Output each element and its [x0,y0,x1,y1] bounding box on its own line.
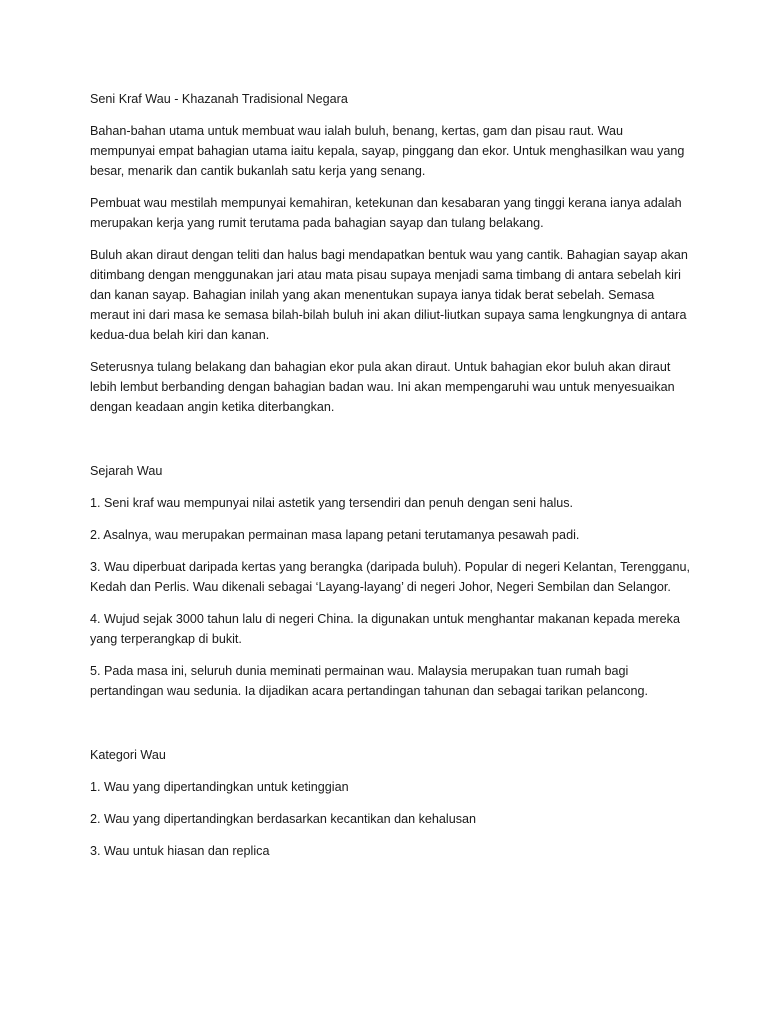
category-item-1: 1. Wau yang dipertandingkan untuk ketinggian [90,780,349,794]
history-item-1: 1. Seni kraf wau mempunyai nilai astetik yang tersendiri dan penuh dengan seni halus. [90,496,574,510]
category-heading: Kategori Wau [90,748,166,762]
category-item-2: 2. Wau yang dipertandingkan berdasarkan kecantikan dan kehalusan [90,812,477,826]
intro-paragraph-2: Pembuat wau mestilah mempunyai kemahiran, ketekunan dan kesabaran yang tinggi kerana ianya adalah merupakan kerja yang rumit terutama pada bahagian sayap dan tulang belakang. [90,196,682,230]
intro-paragraph-3: Buluh akan diraut dengan teliti dan halus bagi mendapatkan bentuk wau yang cantik. Bahagian sayap akan ditimbang dengan menggunakan jari atau mata pisau supaya menjadi sama timbang di antara sebelah kiri dan kanan sayap. Bahagian inilah yang akan menentukan supaya ianya tidak berat sebelah. Semasa meraut ini dari masa ke semasa bilah-bilah buluh ini akan diliut-liutkan supaya sama lengkungnya di antara kedua-dua belah kiri dan kanan. [90,248,688,342]
section-spacer [90,713,690,745]
category-item-3: 3. Wau untuk hiasan dan replica [90,844,270,858]
history-item-2: 2. Asalnya, wau merupakan permainan masa lapang petani terutamanya pesawah padi. [90,528,580,542]
history-heading: Sejarah Wau [90,464,163,478]
history-item-4: 4. Wujud sejak 3000 tahun lalu di negeri China. Ia digunakan untuk menghantar makanan kepada mereka yang terperangkap di bukit. [90,612,680,646]
history-item-3: 3. Wau diperbuat daripada kertas yang berangka (daripada buluh). Popular di negeri Kelantan, Terengganu, Kedah dan Perlis. Wau dikenali sebagai ‘Layang-layang’ di negeri Johor, Negeri Sembilan dan Selangor. [90,560,691,594]
document-body [90,89,690,873]
section-spacer [90,429,690,461]
intro-paragraph-1: Bahan-bahan utama untuk membuat wau ialah buluh, benang, kertas, gam dan pisau raut. Wau mempunyai empat bahagian utama iaitu kepala, sayap, pinggang dan ekor. Untuk menghasilkan wau yang besar, menarik dan cantik bukanlah satu kerja yang senang. [90,124,685,178]
history-item-5: 5. Pada masa ini, seluruh dunia meminati permainan wau. Malaysia merupakan tuan rumah bagi pertandingan wau sedunia. Ia dijadikan acara pertandingan tahunan dan sebagai tarikan pelancong. [90,664,649,698]
document-title: Seni Kraf Wau - Khazanah Tradisional Negara [90,92,348,106]
intro-paragraph-4: Seterusnya tulang belakang dan bahagian ekor pula akan diraut. Untuk bahagian ekor buluh akan diraut lebih lembut berbanding dengan bahagian badan wau. Ini akan mempengaruhi wau untuk menyesuaikan dengan keadaan angin ketika diterbangkan. [90,360,675,414]
